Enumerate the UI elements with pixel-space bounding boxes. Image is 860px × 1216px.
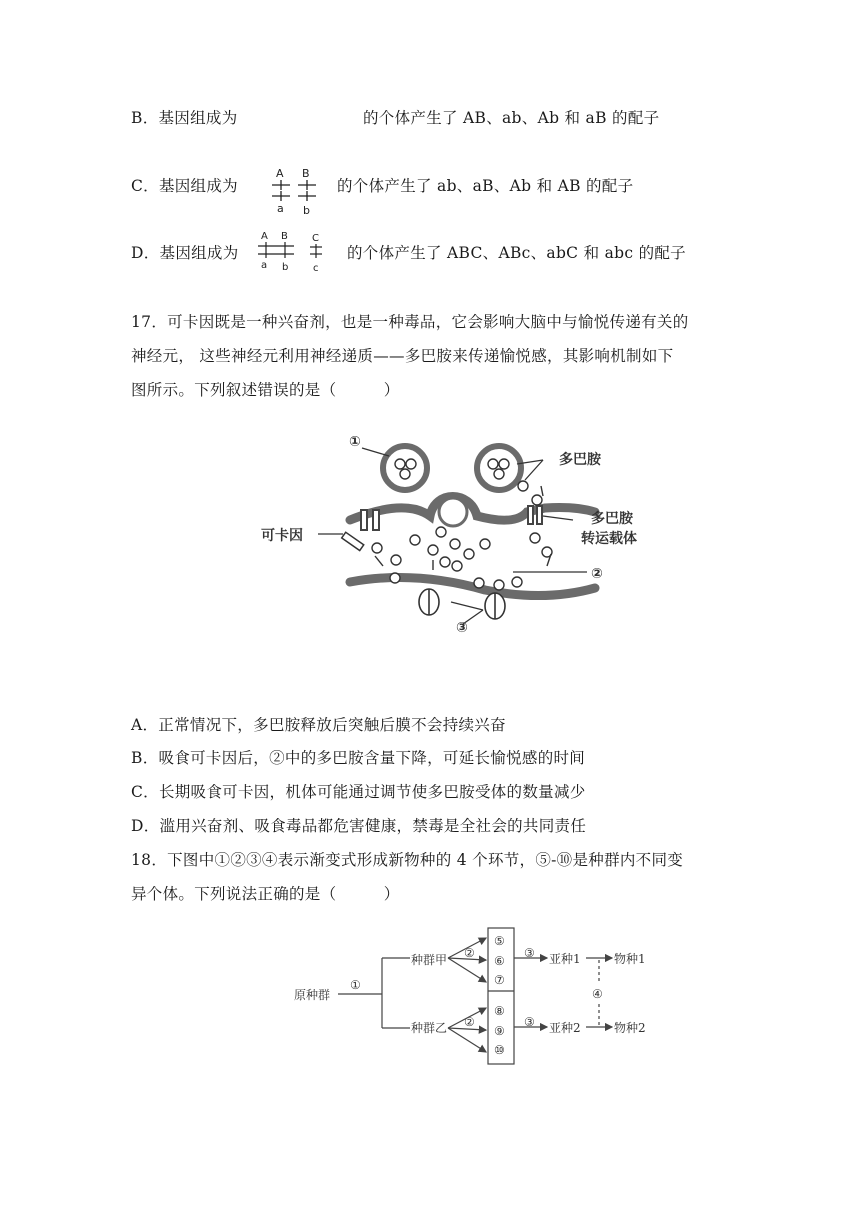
- option-c-suffix: 的个体产生了 ab、aB、Ab 和 AB 的配子: [337, 177, 634, 195]
- step-2a: ②: [464, 946, 475, 960]
- postsynaptic-membrane: [350, 578, 595, 596]
- presynaptic-membrane: [350, 497, 595, 521]
- q17-option-c: C．长期吸食可卡因，机体可能通过调节使多巴胺受体的数量减少: [131, 783, 586, 801]
- step-3a: ③: [524, 946, 535, 960]
- fusing-vesicle: [439, 498, 467, 526]
- q17-stem-line1: 17．可卡因既是一种兴奋剂，也是一种毒品，它会影响大脑中与愉悦传递有关的: [131, 313, 689, 331]
- label-2: ②: [591, 566, 603, 582]
- option-d-prefix: D．基因组成为: [131, 244, 239, 262]
- step-4: ④: [592, 987, 603, 1001]
- population-a: 种群甲: [411, 953, 448, 967]
- variant-7: ⑦: [494, 973, 505, 987]
- label-dopamine: 多巴胺: [559, 452, 601, 468]
- q17-option-d: D．滥用兴奋剂、吸食毒品都危害健康，禁毒是全社会的共同责任: [131, 817, 587, 835]
- option-b-suffix: 的个体产生了 AB、ab、Ab 和 aB 的配子: [363, 109, 660, 127]
- cocaine-molecule: [342, 532, 364, 550]
- fig-d-top2: B: [281, 231, 288, 242]
- q17-option-a: A．正常情况下，多巴胺释放后突触后膜不会持续兴奋: [131, 716, 506, 734]
- label-cocaine: 可卡因: [261, 528, 303, 544]
- q17-stem-line3: 图所示。下列叙述错误的是（ ）: [131, 381, 400, 399]
- q18-stem-line1: 18．下图中①②③④表示渐变式形成新物种的 4 个环节，⑤-⑩是种群内不同变: [131, 851, 684, 869]
- fig-d-bot1: a: [261, 260, 268, 271]
- receptors: [419, 589, 505, 619]
- subspecies-2: 亚种2: [549, 1021, 581, 1035]
- fig-d-bot3: c: [313, 263, 319, 274]
- step-1: ①: [350, 978, 361, 992]
- chromosome-figure-d: [256, 229, 336, 275]
- step-2b: ②: [464, 1015, 475, 1029]
- label-transporter-2: 转运载体: [581, 531, 637, 547]
- step-3b: ③: [524, 1015, 535, 1029]
- option-b-prefix: B．基因组成为: [131, 109, 238, 127]
- variant-9: ⑨: [494, 1024, 505, 1038]
- fig-c-top1: A: [276, 167, 284, 180]
- chromosome-figure-c: [268, 166, 328, 220]
- q17-option-b: B．吸食可卡因后，②中的多巴胺含量下降，可延长愉悦感的时间: [131, 749, 586, 767]
- q18-stem-line2: 异个体。下列说法正确的是（ ）: [131, 885, 400, 903]
- subspecies-1: 亚种1: [549, 952, 581, 966]
- label-3: ③: [456, 620, 468, 636]
- species-1: 物种1: [614, 952, 646, 966]
- fig-c-bot1: a: [277, 202, 284, 215]
- variant-8: ⑧: [494, 1004, 505, 1018]
- origin-population: 原种群: [294, 988, 331, 1002]
- vesicle-right: [477, 446, 521, 490]
- fig-c-top2: B: [302, 167, 310, 180]
- option-d-suffix: 的个体产生了 ABC、ABc、abC 和 abc 的配子: [347, 244, 686, 262]
- variant-5: ⑤: [494, 934, 505, 948]
- fig-c-bot2: b: [303, 204, 310, 217]
- population-b: 种群乙: [411, 1021, 448, 1035]
- q17-stem-line2: 神经元， 这些神经元利用神经递质——多巴胺来传递愉悦感，其影响机制如下: [131, 347, 674, 365]
- speciation-diagram: [290, 918, 670, 1073]
- fig-d-top3: C: [312, 233, 319, 244]
- option-c-prefix: C．基因组成为: [131, 177, 238, 195]
- variant-6: ⑥: [494, 954, 505, 968]
- label-transporter-1: 多巴胺: [591, 511, 633, 527]
- vesicle-left: [383, 446, 427, 490]
- species-2: 物种2: [614, 1021, 646, 1035]
- fig-d-bot2: b: [282, 262, 289, 273]
- synapse-diagram: [255, 420, 655, 640]
- label-1: ①: [349, 434, 361, 450]
- fig-d-top1: A: [261, 231, 268, 242]
- variant-10: ⑩: [494, 1043, 505, 1057]
